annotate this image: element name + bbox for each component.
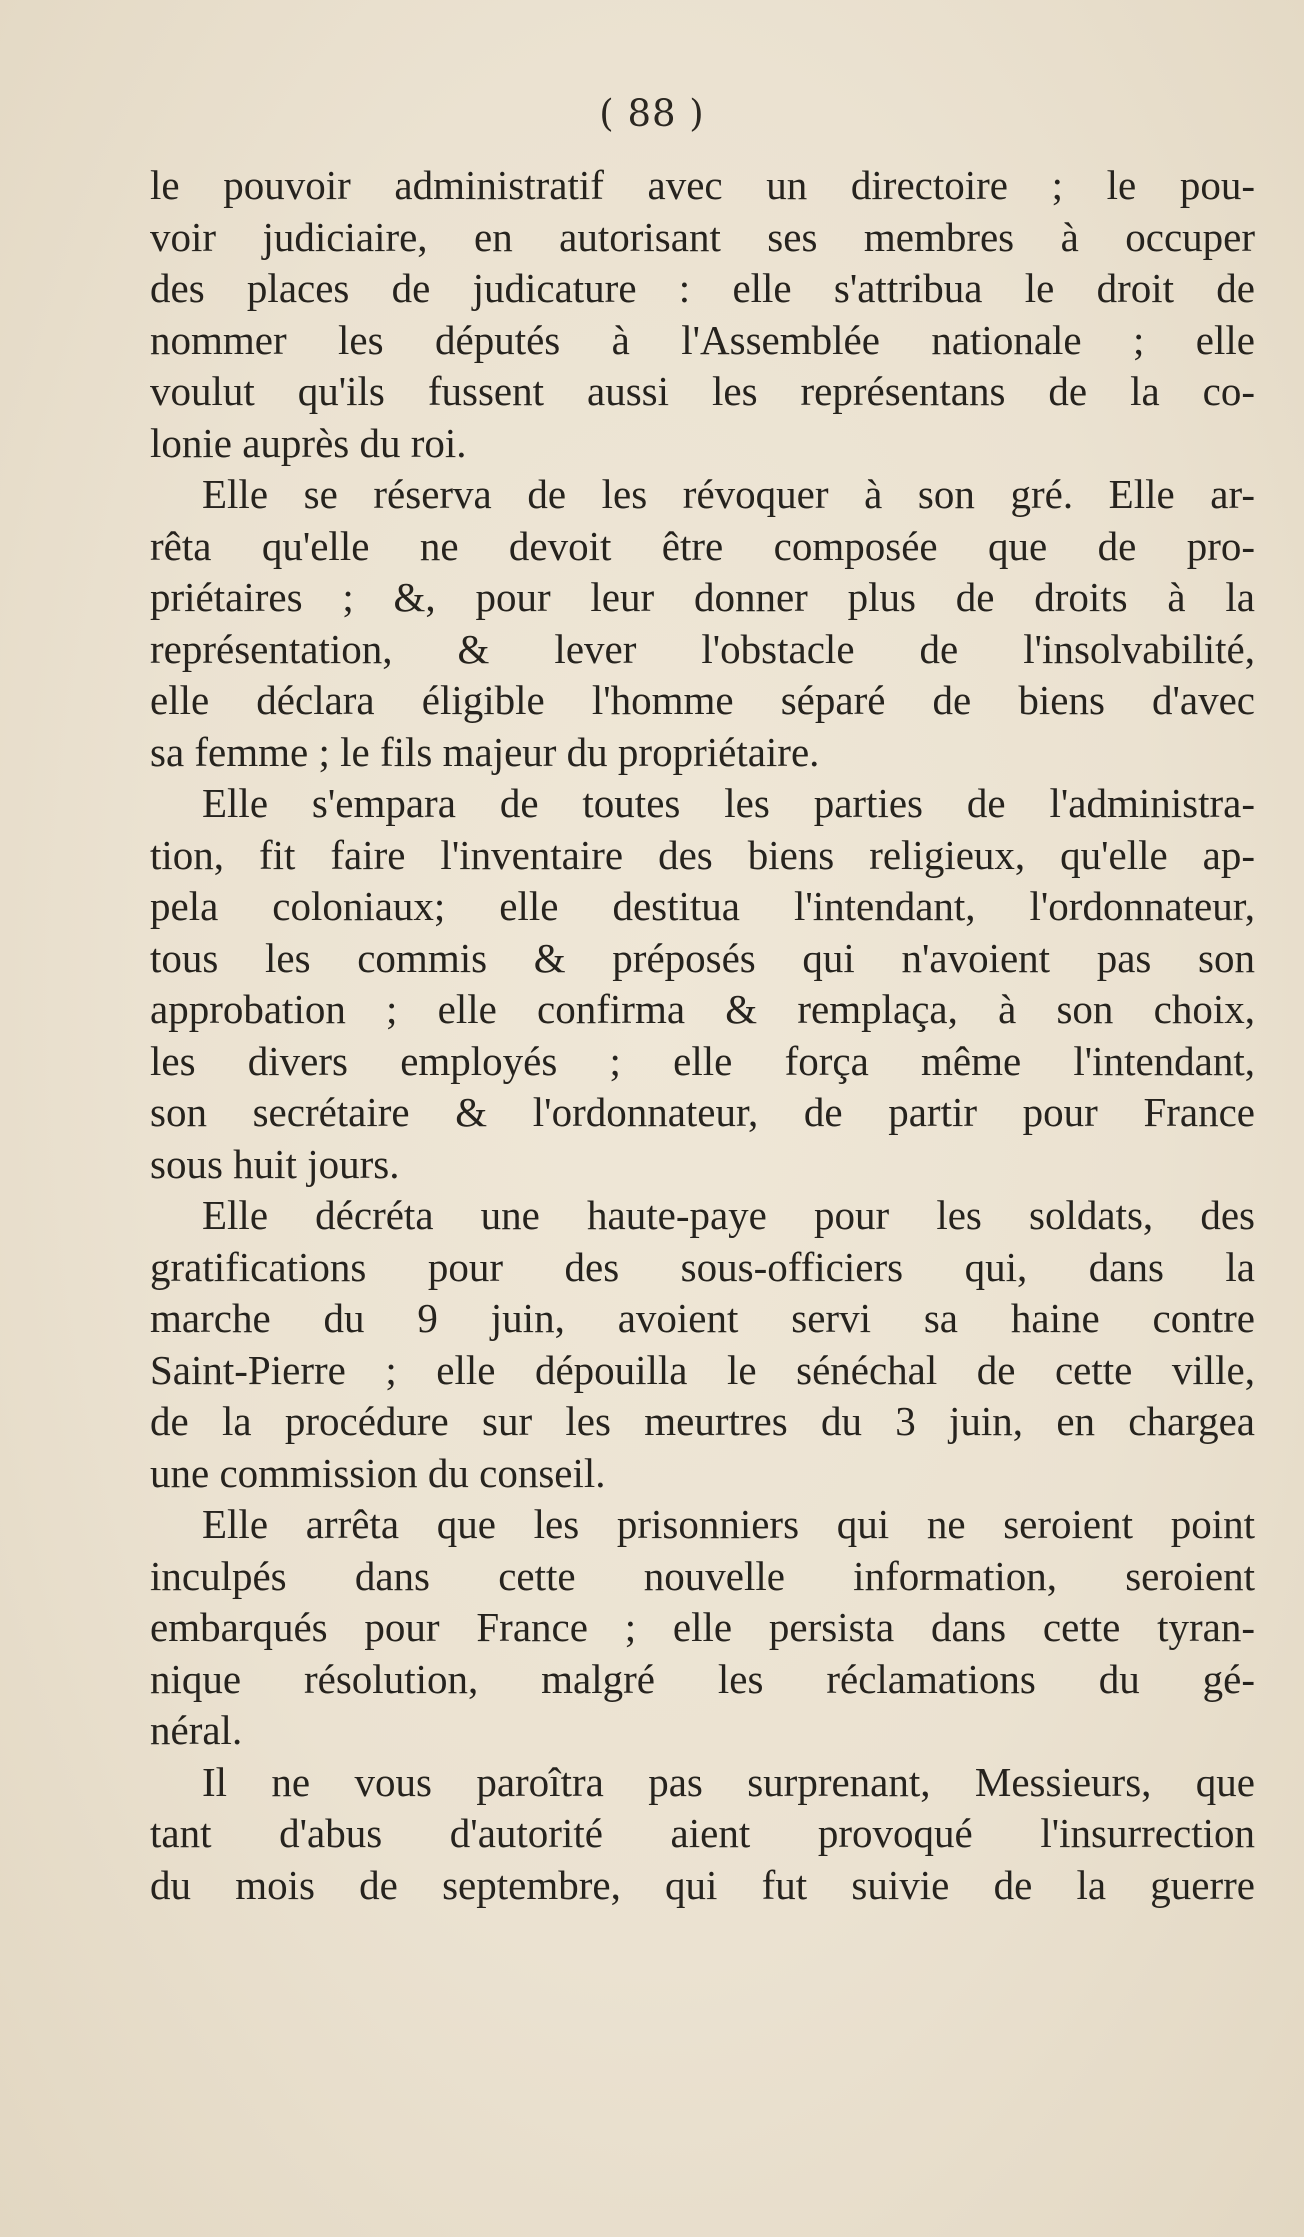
text-line: approbation ; elle confirma & remplaça, à son choix, <box>150 986 1255 1032</box>
text-line: Il ne vous paroîtra pas surprenant, Messieurs, que <box>202 1758 1255 1805</box>
text-line: tant d'abus d'autorité aient provoqué l'insurrection <box>150 1810 1255 1856</box>
text-line: sous huit jours. <box>150 1140 400 1187</box>
paragraph <box>150 1757 1255 1912</box>
text-line: pela coloniaux; elle destitua l'intendant, l'ordonnateur, <box>150 883 1255 929</box>
text-line: une commission du conseil. <box>150 1449 606 1496</box>
text-line: néral. <box>150 1707 243 1753</box>
body-text <box>150 160 1255 1911</box>
text-line: nommer les députés à l'Assemblée nationale ; elle <box>150 316 1255 363</box>
text-line: voir judiciaire, en autorisant ses membres à occuper <box>150 213 1255 260</box>
text-line: marche du 9 juin, avoient servi sa haine contre <box>150 1295 1255 1341</box>
text-line: priétaires ; &, pour leur donner plus de droits à la <box>150 574 1255 620</box>
paragraph <box>150 778 1255 1190</box>
text-line: tous les commis & préposés qui n'avoient pas son <box>150 934 1255 981</box>
text-line: Elle décréta une haute-paye pour les soldats, des <box>202 1192 1255 1238</box>
text-line: tion, fit faire l'inventaire des biens religieux, qu'elle ap- <box>150 831 1255 878</box>
text-line: voulut qu'ils fussent aussi les représentans de la co- <box>150 368 1255 414</box>
text-line: Saint-Pierre ; elle dépouilla le sénéchal de cette ville, <box>150 1346 1255 1393</box>
text-line: Elle arrêta que les prisonniers qui ne seroient point <box>202 1501 1255 1547</box>
text-line: du mois de septembre, qui fut suivie de la guerre <box>150 1861 1255 1908</box>
text-line: lonie auprès du roi. <box>150 419 467 466</box>
text-line: nique résolution, malgré les réclamations du gé- <box>150 1655 1255 1702</box>
text-line: Elle s'empara de toutes les parties de l'administra- <box>202 780 1255 826</box>
text-line: Elle se réserva de les révoquer à son gré. Elle ar- <box>202 471 1255 517</box>
text-line: rêta qu'elle ne devoit être composée que de pro- <box>150 522 1255 569</box>
text-line: le pouvoir administratif avec un directoire ; le pou- <box>150 162 1255 208</box>
paragraph <box>150 1190 1255 1499</box>
text-line: représentation, & lever l'obstacle de l'insolvabilité, <box>150 625 1255 672</box>
text-line: elle déclara éligible l'homme séparé de biens d'avec <box>150 677 1255 723</box>
text-line: gratifications pour des sous-officiers qui, dans la <box>150 1243 1255 1290</box>
text-line: sa femme ; le fils majeur du propriétaire. <box>150 728 820 775</box>
text-line: inculpés dans cette nouvelle information, seroient <box>150 1552 1255 1599</box>
text-line: embarqués pour France ; elle persista dans cette tyran- <box>150 1604 1255 1650</box>
text-line: son secrétaire & l'ordonnateur, de partir pour France <box>150 1089 1255 1135</box>
text-line: les divers employés ; elle força même l'intendant, <box>150 1037 1255 1084</box>
paragraph <box>150 1499 1255 1757</box>
text-line: des places de judicature : elle s'attribua le droit de <box>150 265 1255 311</box>
page-number: ( 88 ) <box>599 92 705 135</box>
text-line: de la procédure sur les meurtres du 3 juin, en chargea <box>150 1398 1255 1444</box>
paragraph <box>150 469 1255 778</box>
paragraph <box>150 160 1255 469</box>
